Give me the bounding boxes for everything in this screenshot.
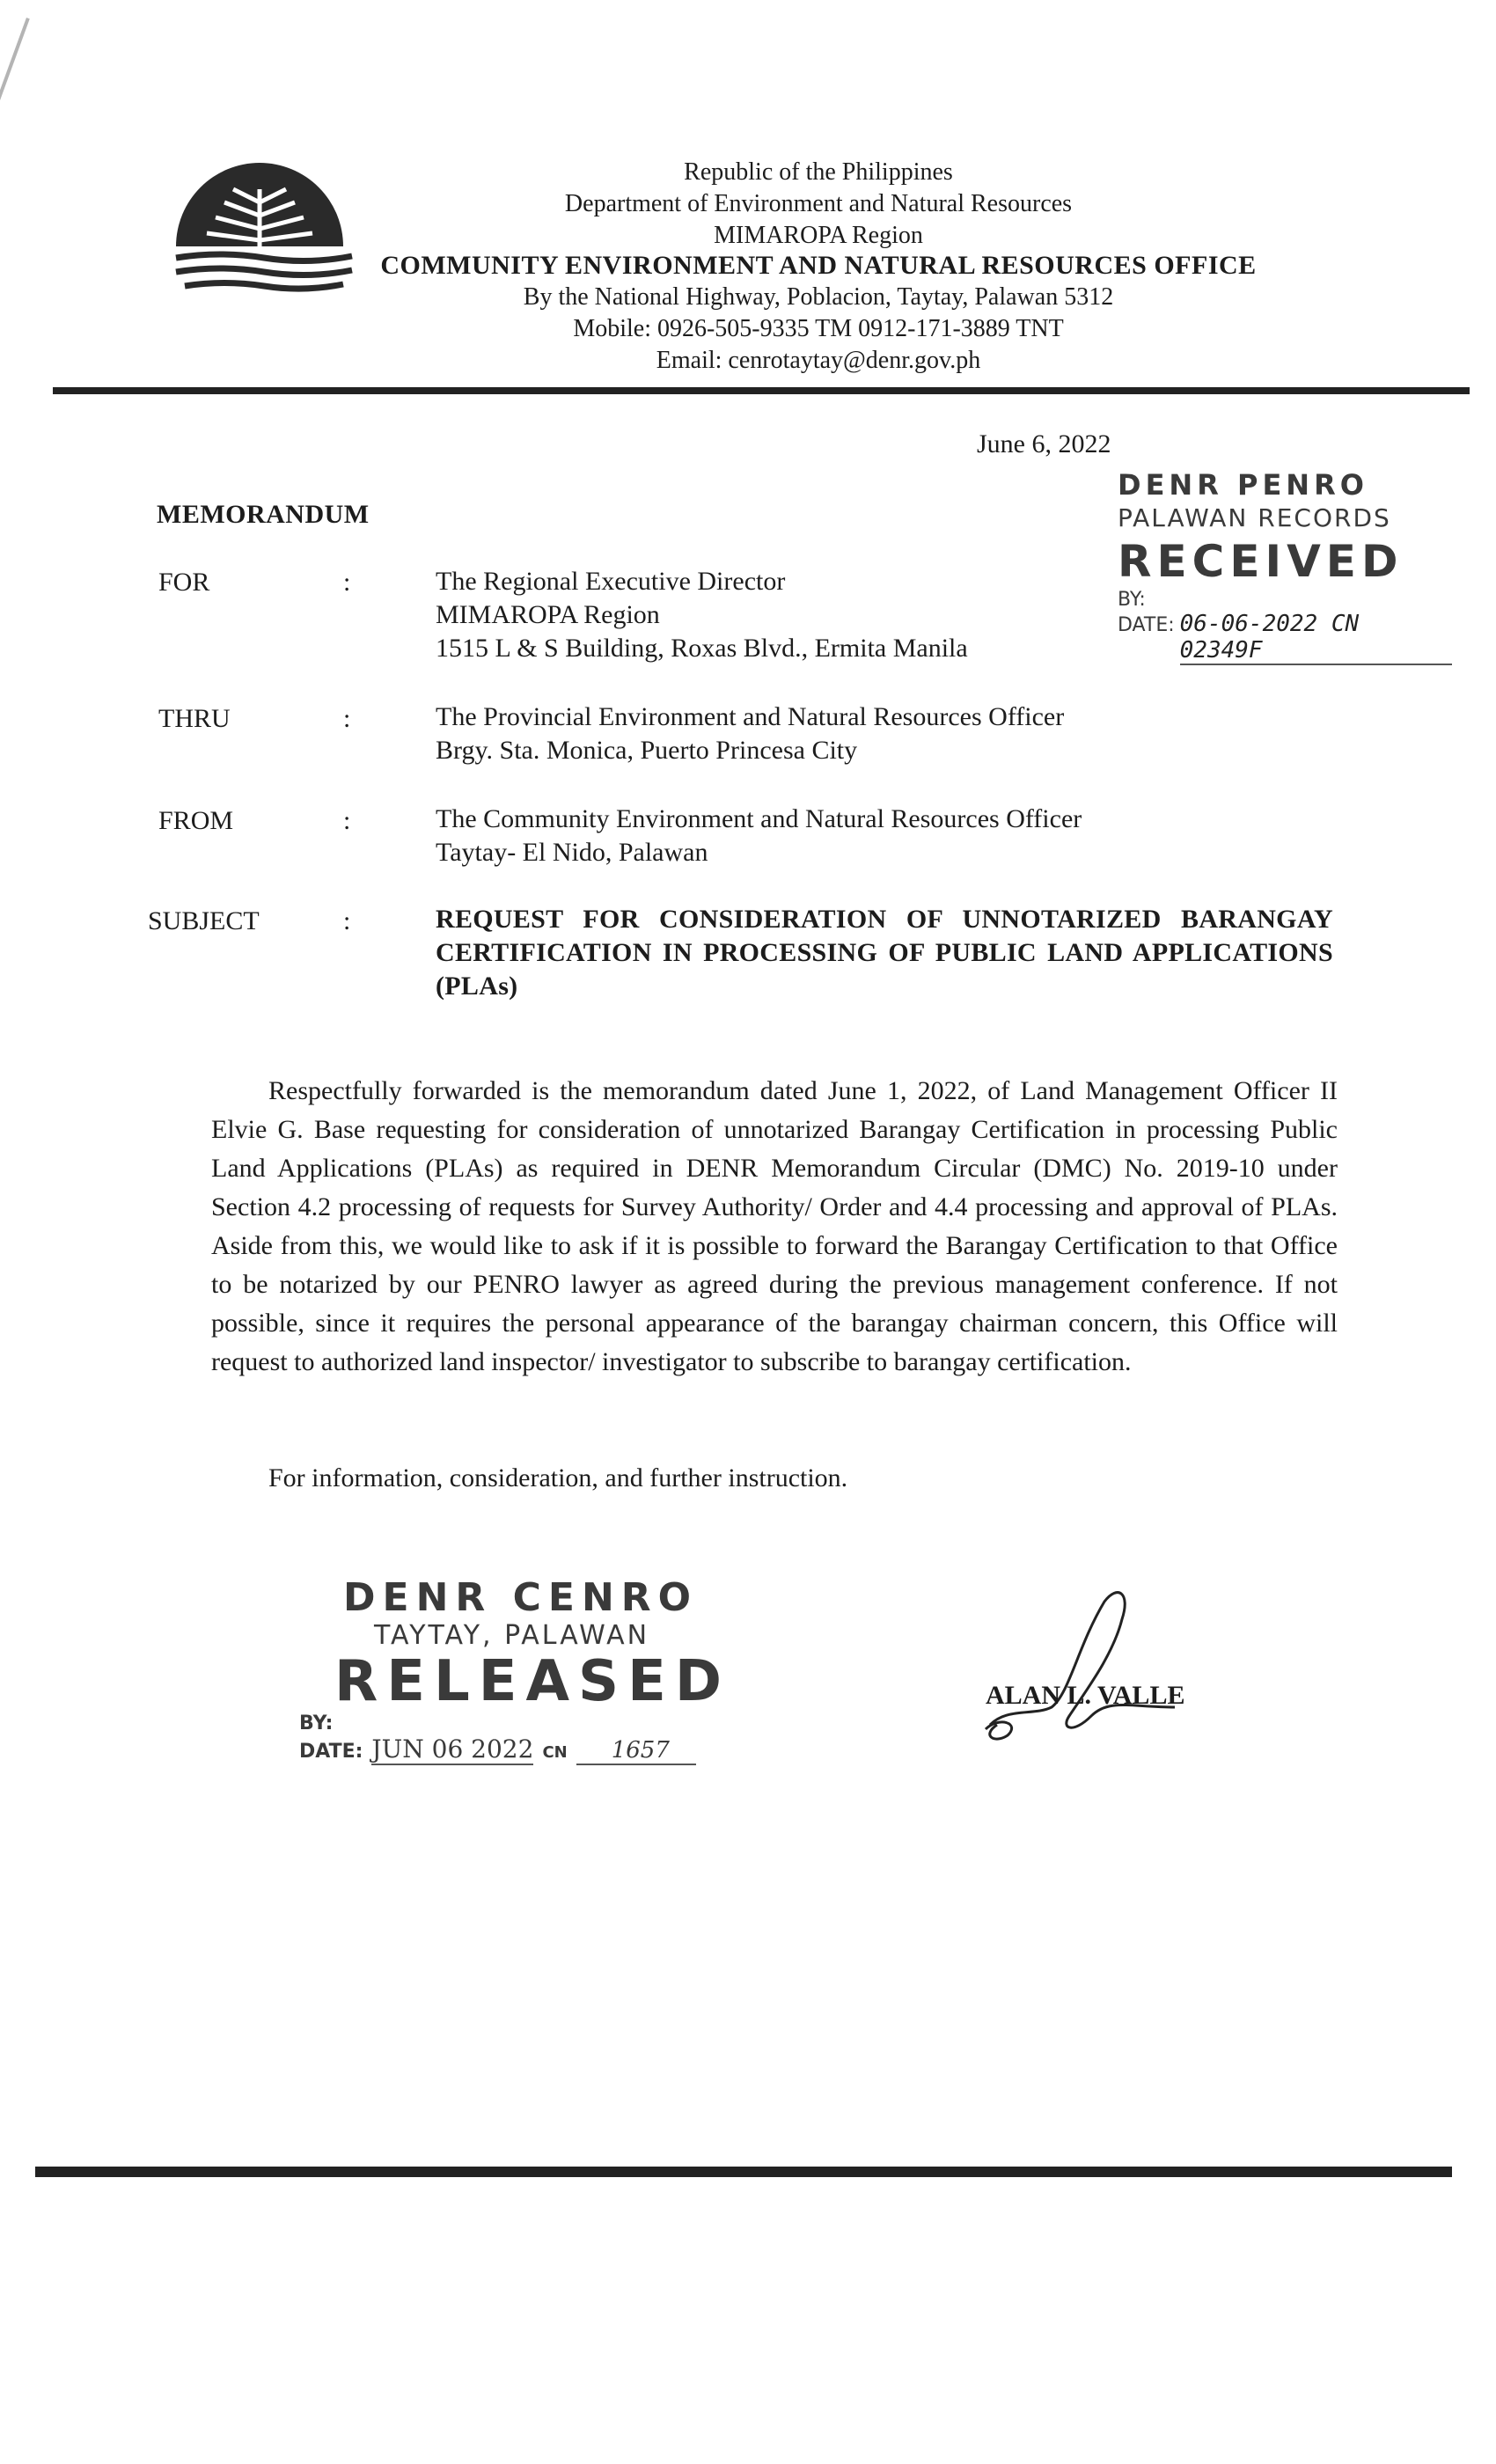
released-stamp-date-row bbox=[299, 1734, 757, 1765]
header-mobile: Mobile: 0926-505-9335 TM 0912-171-3889 TNT bbox=[573, 315, 1064, 342]
from-line-1: The Community Environment and Natural Resources Officer bbox=[436, 804, 1082, 833]
released-stamp-cn-value: 1657 bbox=[576, 1737, 696, 1765]
received-stamp-line3: RECEIVED bbox=[1118, 536, 1404, 587]
received-stamp-by: BY: bbox=[1118, 589, 1146, 611]
received-stamp bbox=[1118, 468, 1452, 665]
header-email: Email: cenrotaytay@denr.gov.ph bbox=[656, 347, 981, 374]
memo-body: Respectfully forwarded is the memorandum dated June 1, 2022, of Land Management Officer II Elvie G. Base requesting for consideration of unnotarized Barangay Certification in processing Public Land Applications (PLAs) as required in DENR Memorandum Circular (DMC) No. 2019-10 under Section 4.2 processing of requests for Survey Authority/ Order and 4.4 processing and approval of PLAs. Aside from this, we would like to ask if it is possible to forward the Barangay Certification to that Office to be notarized by our PENRO lawyer as agreed during the previous management conference. If not possible, since it requires the personal appearance of the barangay chairman concern, this Office will request to authorized land inspector/ investigator to subscribe to barangay certification. bbox=[211, 1076, 1338, 1376]
header-address: By the National Highway, Poblacion, Taytay, Palawan 5312 bbox=[523, 283, 1114, 311]
received-stamp-date-row bbox=[1118, 611, 1452, 665]
for-recipient bbox=[436, 565, 968, 665]
released-stamp-line1: DENR CENRO bbox=[343, 1575, 699, 1620]
for-colon: : bbox=[343, 568, 351, 597]
released-stamp bbox=[299, 1575, 757, 1765]
for-line-2: MIMAROPA Region bbox=[436, 600, 660, 629]
memo-title: MEMORANDUM bbox=[157, 500, 370, 529]
from-colon: : bbox=[343, 806, 351, 835]
released-stamp-date-label: DATE: bbox=[299, 1741, 363, 1763]
header-republic: Republic of the Philippines bbox=[684, 158, 953, 186]
released-stamp-date-value: JUN 06 2022 bbox=[371, 1734, 534, 1764]
for-line-3: 1515 L & S Building, Roxas Blvd., Ermita Manila bbox=[436, 634, 968, 663]
subject-colon: : bbox=[343, 906, 351, 935]
from-line-2: Taytay- El Nido, Palawan bbox=[436, 838, 708, 867]
footer-divider bbox=[35, 2167, 1452, 2177]
released-stamp-line2: TAYTAY, PALAWAN bbox=[374, 1620, 650, 1651]
from-sender bbox=[436, 803, 1082, 869]
header-region: MIMAROPA Region bbox=[714, 222, 923, 249]
handwritten-signature bbox=[972, 1575, 1184, 1742]
scan-artifact-line bbox=[0, 18, 30, 449]
released-stamp-line3: RELEASED bbox=[334, 1649, 730, 1714]
received-stamp-date-value: 06-06-2022 CN 02349F bbox=[1180, 611, 1452, 665]
received-stamp-date-label: DATE: bbox=[1118, 614, 1175, 636]
received-stamp-line1: DENR PENRO bbox=[1118, 468, 1368, 502]
subject-text: REQUEST FOR CONSIDERATION OF UNNOTARIZED BARANGAY CERTIFICATION IN PROCESSING OF PUBLIC LAND APPLICATIONS (PLAs) bbox=[436, 905, 1333, 1001]
memo-date: June 6, 2022 bbox=[977, 429, 1111, 458]
header-divider bbox=[53, 387, 1470, 394]
header-office: COMMUNITY ENVIRONMENT AND NATURAL RESOURCES OFFICE bbox=[380, 251, 1257, 280]
header-department: Department of Environment and Natural Resources bbox=[564, 190, 1073, 217]
released-stamp-cn-label: CN bbox=[542, 1743, 568, 1762]
memo-closing: For information, consideration, and further instruction. bbox=[268, 1463, 848, 1492]
thru-line-2: Brgy. Sta. Monica, Puerto Princesa City bbox=[436, 736, 858, 765]
released-stamp-by: BY: bbox=[299, 1712, 334, 1734]
thru-label: THRU bbox=[158, 704, 231, 733]
subject-label: SUBJECT bbox=[148, 906, 260, 935]
for-label: FOR bbox=[158, 568, 210, 597]
signatory-name: ALAN L. VALLE bbox=[986, 1681, 1185, 1710]
thru-line-1: The Provincial Environment and Natural Resources Officer bbox=[436, 702, 1065, 731]
thru-colon: : bbox=[343, 704, 351, 733]
for-line-1: The Regional Executive Director bbox=[436, 567, 786, 596]
thru-recipient bbox=[436, 700, 1064, 767]
received-stamp-line2: PALAWAN RECORDS bbox=[1118, 503, 1391, 532]
from-label: FROM bbox=[158, 806, 234, 835]
